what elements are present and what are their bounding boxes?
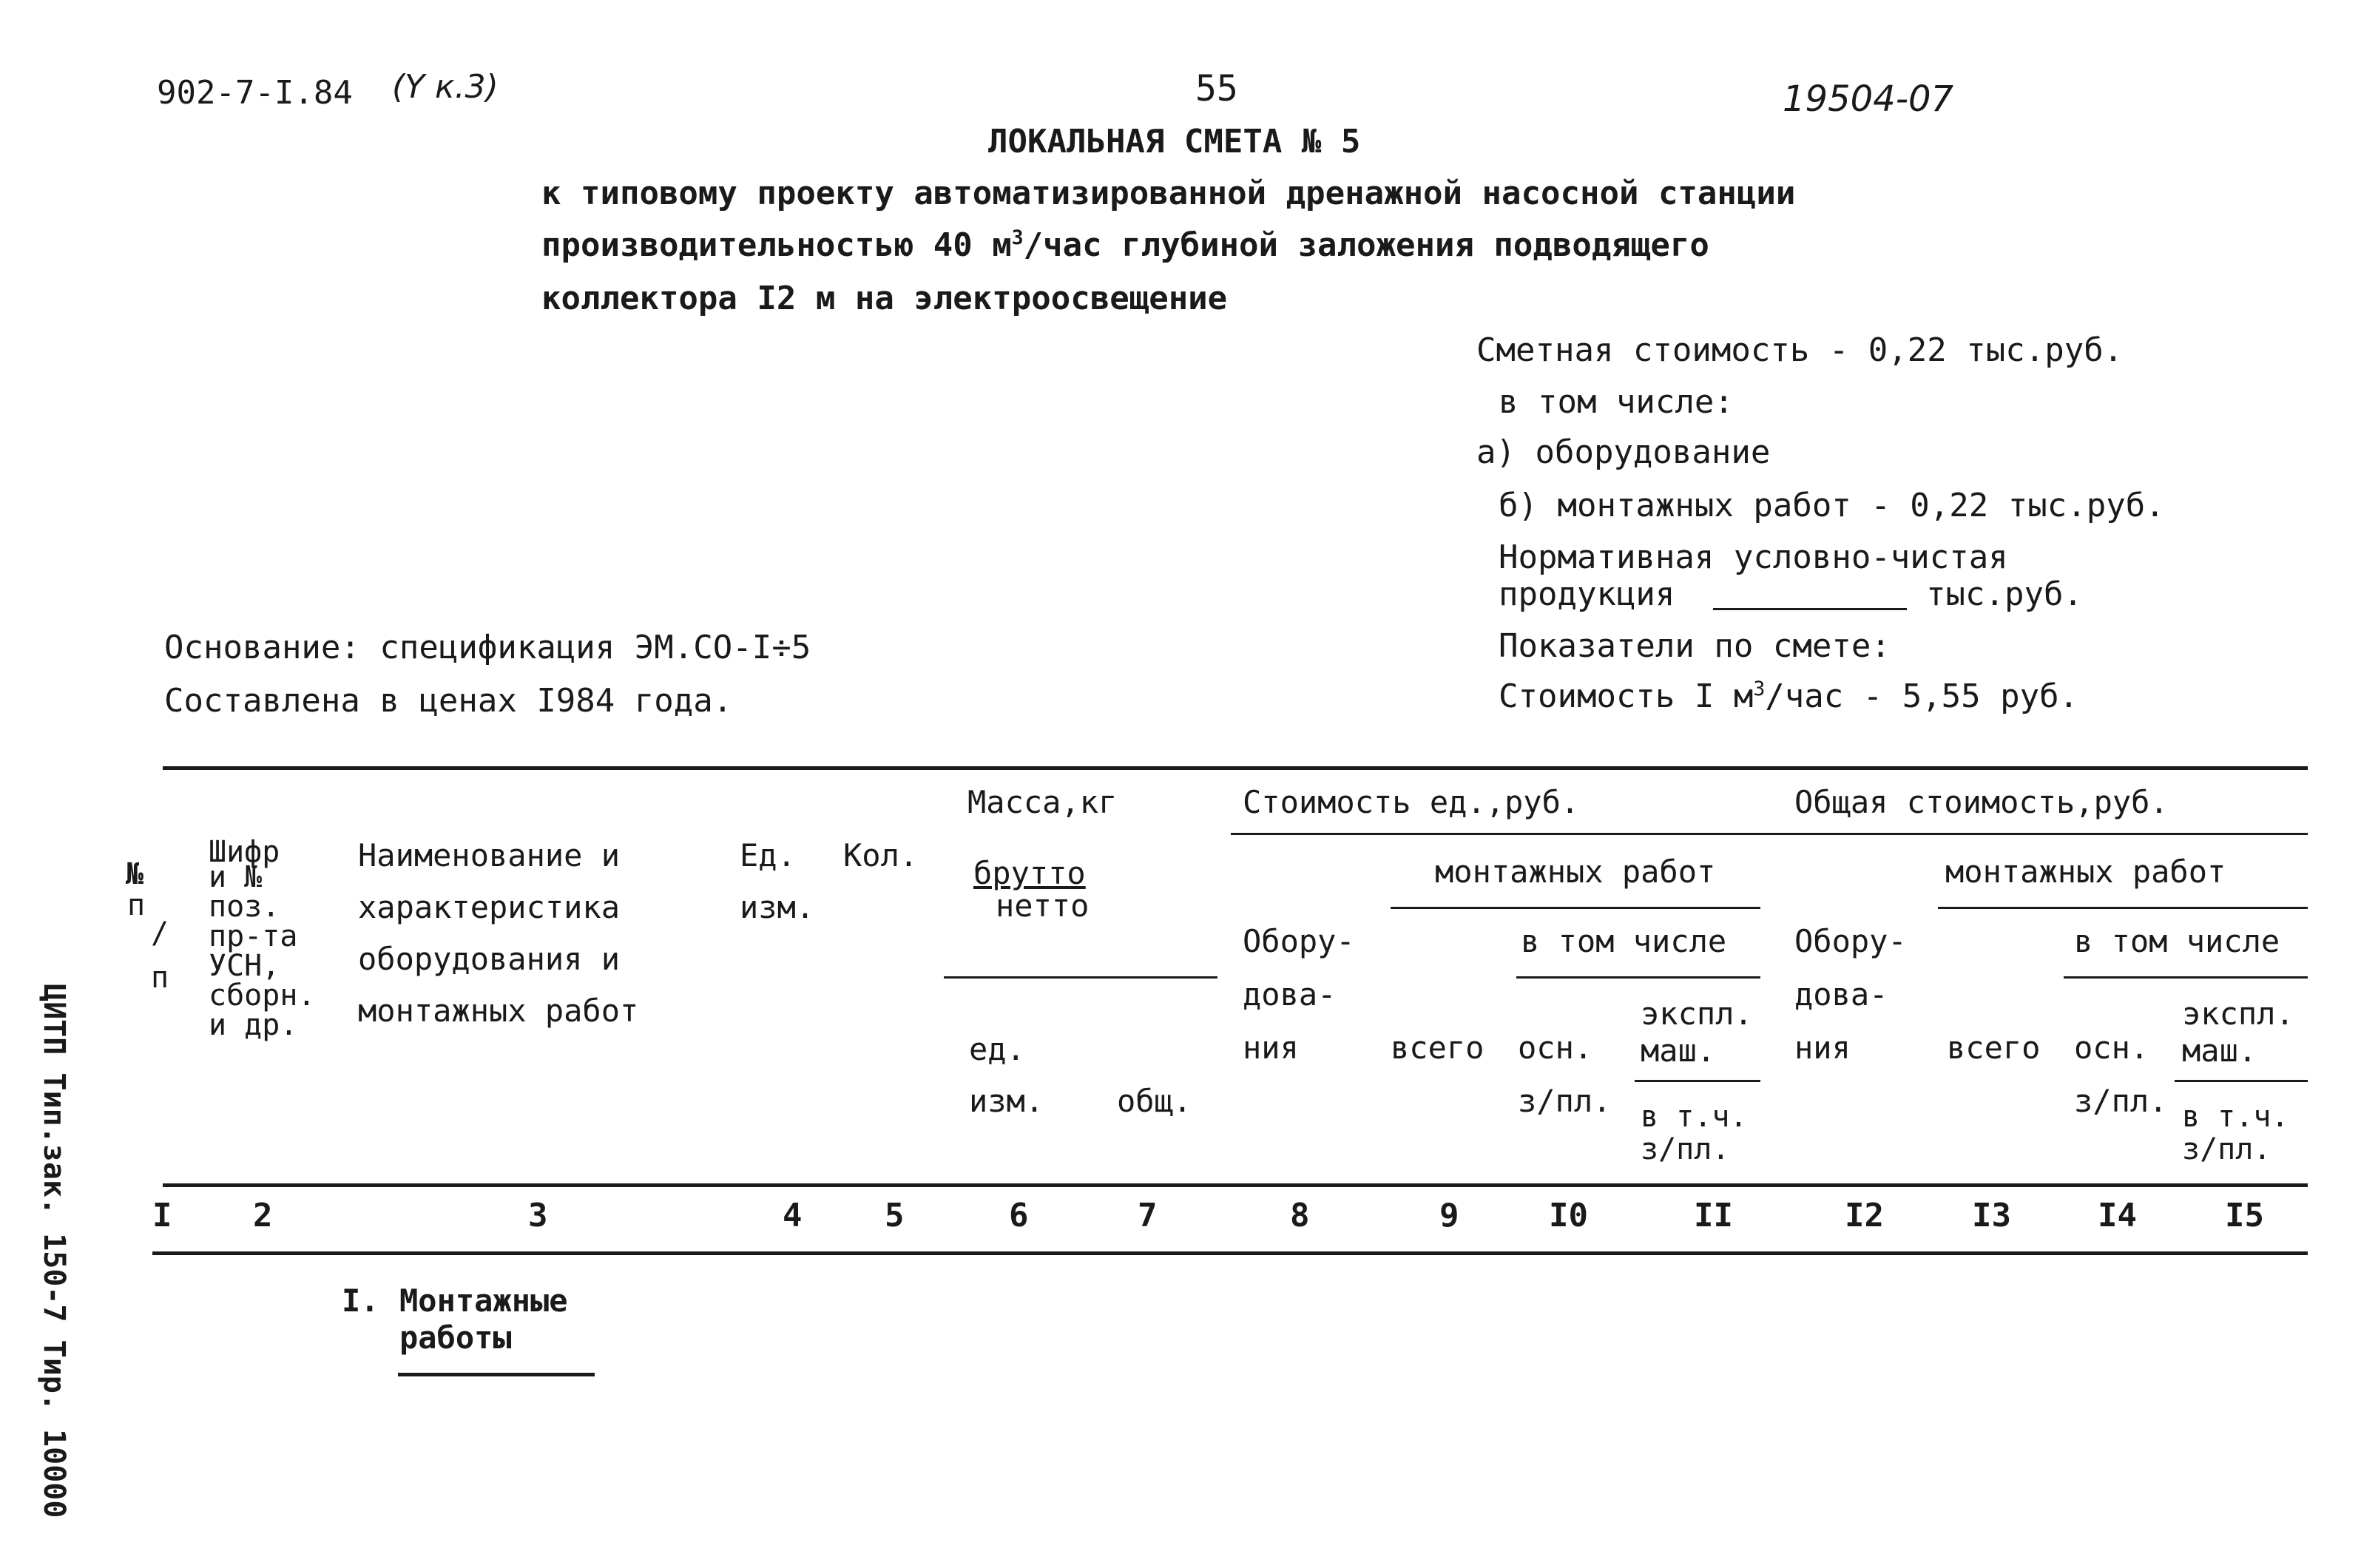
unit-base-wage-2: з/пл. <box>1518 1083 1612 1119</box>
total-machine-1: экспл. <box>2182 996 2294 1032</box>
section-title-line-1: Монтажные <box>399 1283 568 1319</box>
basis-line-2: Составлена в ценах I984 года. <box>164 682 733 720</box>
col1-line-3: / <box>151 916 169 950</box>
normative-line-2-unit: тыс.руб. <box>1926 575 2083 613</box>
col2-line-1: Шифр <box>209 835 280 869</box>
col3-line-1: Наименование и <box>358 837 621 873</box>
total-incl-rule <box>2064 976 2308 979</box>
col3-line-2: характеристика <box>358 889 621 925</box>
col-number-8: 8 <box>1290 1197 1310 1234</box>
group-cost-rule <box>1231 833 2308 835</box>
total-mach-rule <box>2175 1080 2308 1082</box>
unit-incl-wage-1: в т.ч. <box>1641 1100 1748 1134</box>
total-machine-2: маш. <box>2182 1033 2257 1069</box>
col-number-2: 2 <box>253 1197 273 1234</box>
mass-unit-izm: изм. <box>969 1083 1044 1119</box>
col-number-10: I0 <box>1549 1197 1588 1234</box>
brutto-label: брутто <box>973 855 1086 891</box>
title-line-1: к типовому проекту автоматизированной дренажной насосной станции <box>541 175 1796 212</box>
doc-title: ЛОКАЛЬНАЯ СМЕТА № 5 <box>988 123 1361 160</box>
col3-line-3: оборудования и <box>358 941 621 977</box>
doc-code: 902-7-I.84 <box>157 74 353 112</box>
indicators-label: Показатели по смете: <box>1499 627 1891 665</box>
col4-line-1: Ед. <box>740 837 796 873</box>
unit-machine-2: маш. <box>1641 1033 1716 1069</box>
total-incl-wage-1: в т.ч. <box>2182 1100 2289 1134</box>
col2-line-5: УСН, <box>209 949 280 983</box>
section-number: I. <box>342 1283 379 1319</box>
col-number-15: I5 <box>2225 1197 2264 1234</box>
unit-equip-line-2: дова- <box>1243 976 1337 1013</box>
col2-line-7: и др. <box>209 1008 298 1042</box>
total-base-wage-1: осн. <box>2074 1030 2149 1066</box>
unit-cost: Стоимость I $м^3$/час - 5,55 руб. <box>1499 677 2079 715</box>
basis-line-1: Основание: спецификация ЭМ.СО-I÷5 <box>164 629 811 666</box>
unit-cost-header: Стоимость ед.,руб. <box>1243 784 1580 820</box>
section-underline <box>398 1373 595 1376</box>
unit-machine-1: экспл. <box>1641 996 1753 1032</box>
col-number-13: I3 <box>1972 1197 2011 1234</box>
title-line-3: коллектора I2 м на электроосвещение <box>541 280 1228 317</box>
unit-mach-rule <box>1635 1080 1760 1082</box>
unit-equip-line-3: ния <box>1243 1030 1299 1066</box>
doc-code-note: (Y к.3) <box>392 68 499 106</box>
col1-line-4: п <box>151 961 169 995</box>
installation-cost: б) монтажных работ - 0,22 тыс.руб. <box>1499 487 2165 524</box>
col-numbers-rule <box>152 1251 2308 1255</box>
col-number-1: I <box>152 1197 172 1234</box>
col-number-5: 5 <box>885 1197 905 1234</box>
col5-header: Кол. <box>843 837 919 873</box>
col2-line-3: поз. <box>209 890 280 924</box>
total-equip-line-2: дова- <box>1794 976 1888 1013</box>
total-incl-wage-2: з/пл. <box>2182 1132 2272 1166</box>
total-installation-header: монтажных работ <box>1945 854 2226 890</box>
total-equip-line-1: Обору- <box>1794 923 1907 959</box>
unit-total-label: всего <box>1391 1030 1485 1066</box>
total-including-header: в том числе <box>2074 923 2280 959</box>
col-number-11: II <box>1694 1197 1733 1234</box>
col2-line-2: и № <box>209 860 263 894</box>
normative-line-1: Нормативная условно-чистая <box>1499 538 2008 576</box>
mass-total: общ. <box>1117 1083 1192 1119</box>
total-base-wage-2: з/пл. <box>2074 1083 2168 1119</box>
archive-number: 19504-07 <box>1783 78 1954 120</box>
col-number-4: 4 <box>783 1197 803 1234</box>
unit-including-header: в том числе <box>1521 923 1727 959</box>
col-number-3: 3 <box>528 1197 548 1234</box>
mass-split-rule <box>944 976 1217 979</box>
col1-line-2: п <box>127 888 146 922</box>
title-line-2: производительностью 40 $м^3$/час глубиной заложения подводящего <box>541 226 1709 264</box>
col-number-14: I4 <box>2098 1197 2137 1234</box>
unit-incl-wage-2: з/пл. <box>1641 1132 1730 1166</box>
mass-header: Масса,кг <box>967 784 1118 820</box>
normative-blank-line <box>1713 608 1907 610</box>
normative-line-2-label: продукция <box>1499 575 1675 613</box>
unit-installation-header: монтажных работ <box>1435 854 1716 890</box>
total-cost-header: Общая стоимость,руб. <box>1794 784 2169 820</box>
col3-line-4: монтажных работ <box>358 993 639 1029</box>
unit-incl-rule <box>1516 976 1760 979</box>
table-top-rule <box>163 766 2308 770</box>
page-number: 55 <box>1195 68 1238 109</box>
section-title-line-2: работы <box>399 1319 512 1356</box>
col1-line-1: № <box>126 857 144 891</box>
estimated-cost: Сметная стоимость - 0,22 тыс.руб. <box>1476 331 2124 369</box>
total-install-rule <box>1938 907 2308 909</box>
total-equip-line-3: ния <box>1794 1030 1851 1066</box>
col-number-6: 6 <box>1009 1197 1029 1234</box>
col2-line-6: сборн. <box>209 979 316 1013</box>
equipment-cost: а) оборудование <box>1476 433 1771 471</box>
unit-equip-line-1: Обору- <box>1243 923 1355 959</box>
header-bottom-rule <box>163 1183 2308 1187</box>
unit-base-wage-1: осн. <box>1518 1030 1593 1066</box>
col-number-7: 7 <box>1138 1197 1158 1234</box>
total-total-label: всего <box>1947 1030 2041 1066</box>
unit-install-rule <box>1391 907 1760 909</box>
including-label: в том числе: <box>1499 383 1734 421</box>
side-print-stamp: ЦИТП Тип.зак. 150-7 Тир. 10000 <box>37 984 71 1518</box>
col-number-12: I2 <box>1845 1197 1884 1234</box>
col4-line-2: изм. <box>740 889 815 925</box>
col-number-9: 9 <box>1439 1197 1459 1234</box>
col2-line-4: пр-та <box>209 919 298 953</box>
netto-label: нетто <box>996 888 1090 924</box>
mass-unit-ed: ед. <box>969 1031 1025 1067</box>
